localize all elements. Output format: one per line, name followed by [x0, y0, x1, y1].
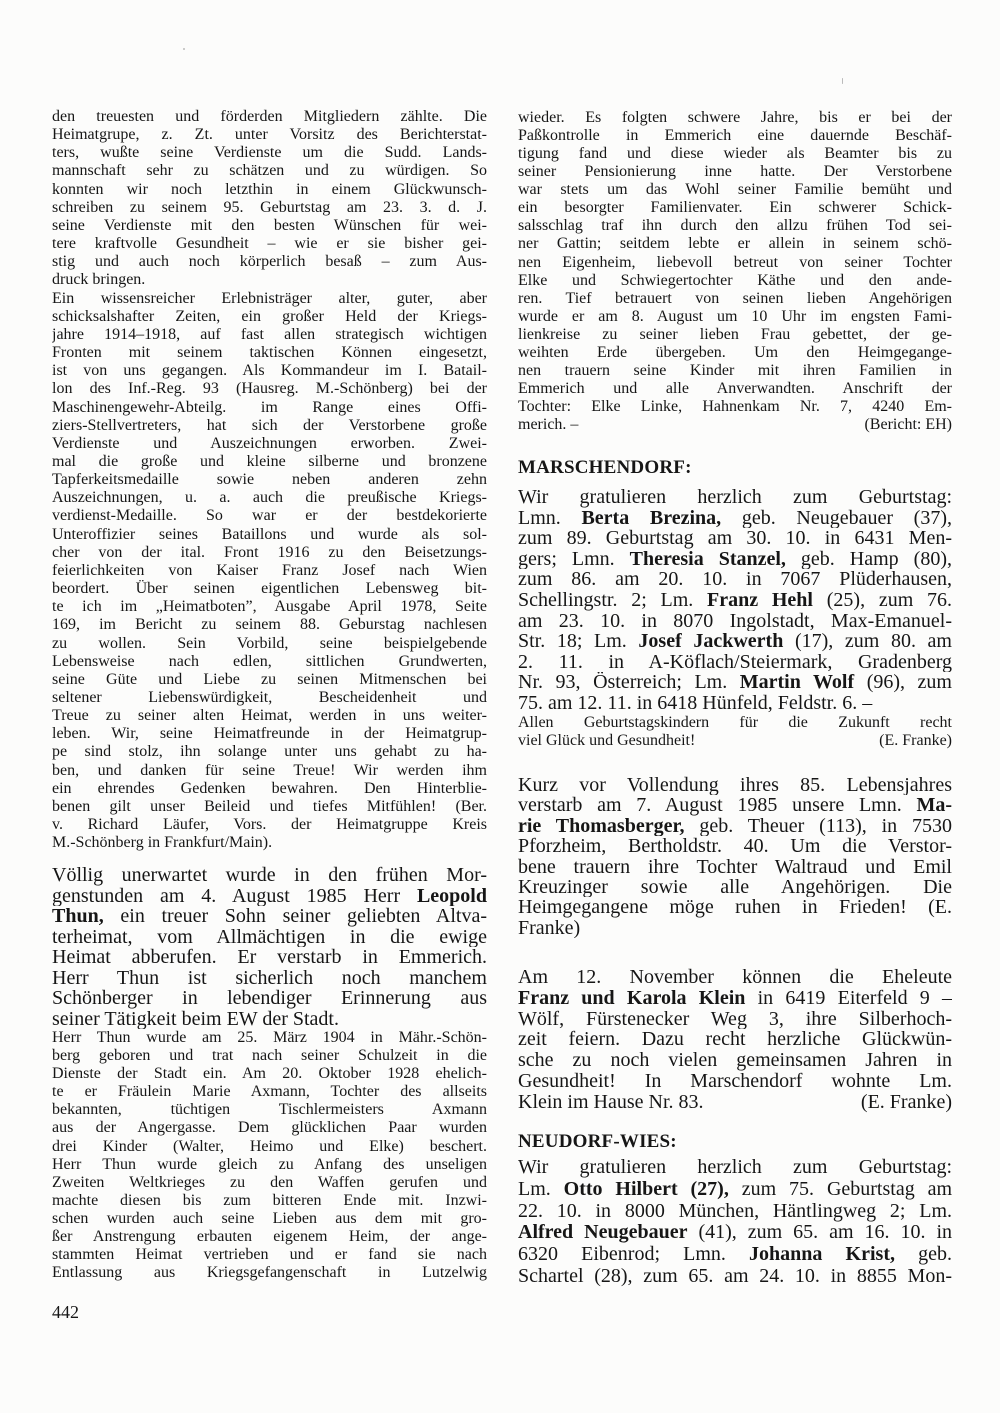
text-line: [518, 508, 952, 529]
text-line: Pforzheim, Bertholdstr. 40. Um die Verstor-: [518, 836, 952, 857]
text-line: Verdienste und Auszeichnungen erworben. Zwei-: [52, 434, 487, 452]
text-line: mal die große und kleine silberne und bronzene: [52, 452, 487, 470]
text-line: salsschlag traf ihn durch den allzu frühen Tod sei-: [518, 217, 952, 235]
text-segment: geb.: [894, 1244, 952, 1266]
bold-name: Johanna Krist,: [749, 1244, 895, 1266]
bold-name: Ma-: [916, 795, 952, 816]
text-line: [518, 416, 952, 434]
text-line: [518, 988, 952, 1009]
text-line: leben. Wir, seine Heimatfreunde in der Heimatgrup-: [52, 725, 487, 743]
text-line: bekannten, tüchtigen Tischlermeisters Axmann: [52, 1101, 487, 1119]
text-line: [52, 886, 487, 907]
text-line: ziers-Stellvertreters, hat sich der Verstorbene große: [52, 416, 487, 434]
text-line: Maschinengewehr-Abteilg. im Range eines Offi-: [52, 398, 487, 416]
text-line: [52, 906, 487, 927]
bold-name: Martin Wolf: [739, 672, 855, 693]
paragraph-text: [52, 290, 487, 853]
text-line: wurde er am 8. August um 10 Uhr im engsten Fami-: [518, 307, 952, 325]
obituary-leopold-thun-intro: [52, 865, 487, 1029]
silver-wedding-klein: [518, 967, 952, 1113]
text-line: Elke und Schwiegertochter Käthe und den ande-: [518, 271, 952, 289]
obituary-continuation: [518, 109, 952, 434]
text-line: Kurz vor Vollendung ihres 85. Lebensjahres: [518, 775, 952, 796]
text-line: ßer Anstrengung erbauten eigenem Heim, der ange-: [52, 1228, 487, 1246]
text-segment: geb. Theuer (113), in 7530: [684, 815, 952, 837]
text-line: pe sind stolz, ihn solange unter uns gehabt zu ha-: [52, 743, 487, 761]
text-segment: geb. Hamp (80),: [785, 548, 952, 570]
text-line: Lebensweise nach edlen, sittlichen Grundwerten,: [52, 652, 487, 670]
bold-name: Otto Hilbert (27),: [563, 1178, 729, 1200]
text-line: [518, 1179, 952, 1201]
text-line: 75. am 12. 11. in 6418 Hünfeld, Feldstr. 6. –: [518, 692, 873, 714]
text-line: ein besorgter Familienvater. Ein schwerer Schick-: [518, 199, 952, 217]
text-line: Paßkontrolle in Emmerich eine dauernde Beschäf-: [518, 127, 952, 145]
text-line: sche zu noch vielen gemeinsamen Jahren in: [518, 1050, 952, 1071]
text-segment: Lmn.: [518, 507, 582, 529]
text-segment: Nr. 93, Österreich; Lm.: [518, 672, 740, 693]
text-line: [518, 1244, 952, 1266]
text-segment: ein treuer Sohn seiner geliebten Altva-: [103, 906, 487, 927]
text-line: schicksalshafter Zeiten, ein großer Held der Kriegs-: [52, 307, 487, 325]
page-number: 442: [52, 1302, 79, 1322]
text-line: 2. 11. in A-Köflach/Steiermark, Gradenberg: [518, 651, 952, 673]
text-line: Fronten mit seinem taktischen Können eingesetzt,: [52, 344, 487, 362]
text-line: druck bringen.: [52, 271, 146, 289]
text-line: machte diesen bis zum bitteren Ende mit. Inzwi-: [52, 1191, 487, 1209]
obituary-marie-thomasberger: [518, 775, 952, 938]
text-line: seine Verdienste mit den besten Wünschen für wei-: [52, 216, 487, 234]
text-line: zum 86. am 20. 10. in 7067 Plüderhausen,: [518, 569, 952, 590]
text-line: zeit feiern. Dazu recht herzliche Glückwün-: [518, 1029, 952, 1051]
text-line: tere kraftvolle Gesundheit – wie er sie bisher gei-: [52, 235, 487, 253]
text-line: [518, 631, 952, 652]
text-segment: Str. 18; Lm.: [518, 631, 639, 652]
author-credit: (Bericht: EH): [864, 416, 952, 434]
text-segment: verstarb am 7. August 1985 unsere Lmn.: [518, 795, 917, 816]
birthday-closing: [518, 714, 952, 749]
text-line: Ein wissensreicher Erlebnisträger alter, guter, aber: [52, 289, 487, 307]
text-line: Emmerich und alle Anverwandten. Anschrift der: [518, 379, 952, 397]
text-line: wieder. Es folgten schwere Jahre, bis er bei der: [518, 109, 952, 126]
text-line: ben, und danken für seine Treue! Wir werden ihm: [52, 761, 487, 779]
text-line: ein ehrendes Gedenken bewahren. Den Hinterblie-: [52, 779, 487, 797]
text-line: [518, 672, 952, 693]
text-segment: genstunden am 4. August 1985 Herr: [52, 885, 417, 906]
text-line: 22. 10. in 8000 München, Häntlingweg 2; Lm.: [518, 1200, 952, 1222]
text-segment: merich. –: [518, 416, 579, 434]
text-line: Herr Thun wurde gleich zu Anfang des unseligen: [52, 1155, 487, 1173]
text-segment: viel Glück und Gesundheit!: [518, 731, 696, 749]
text-segment: zum 75. Geburtstag am: [728, 1178, 952, 1200]
article-paragraph: [52, 108, 487, 852]
bold-name: Theresia Stanzel,: [629, 548, 786, 570]
text-segment: in 6419 Eiterfeld 9 –: [745, 987, 952, 1009]
text-line: schreiben zu seinem 95. Geburtstag am 23. 3. d. J.: [52, 198, 487, 216]
text-segment: gers; Lmn.: [518, 548, 630, 570]
scan-speck: [842, 78, 843, 84]
text-line: terheimat, vom Allmächtigen in die ewige: [52, 926, 487, 947]
text-line: Kreuzinger sowie alle Angehörigen. Die: [518, 877, 952, 898]
text-segment: Lm.: [518, 1178, 564, 1200]
text-line: nen Eigenheim, liebevoll betreut von seiner Tochter: [518, 253, 952, 271]
text-line: zu wollen. Sein Vorbild, seine beispielgebende: [52, 634, 487, 652]
scan-speck: [183, 48, 185, 50]
text-line: [518, 732, 952, 750]
text-line: benen gilt unser Beileid und tiefes Mitfühlen! (Ber.: [52, 797, 487, 815]
author-credit: (E. Franke): [879, 731, 952, 749]
text-line: Wölf, Fürstenecker Weg 3, ihre Silberhoch-: [518, 1008, 952, 1030]
text-segment: Klein im Hause Nr. 83.: [518, 1091, 704, 1113]
bold-name: Leopold: [416, 885, 487, 906]
text-segment: (25), zum 76.: [813, 589, 952, 611]
text-line: [518, 549, 952, 570]
bold-name: Berta Brezina,: [581, 507, 722, 529]
text-line: Heimat abberufen. Er verstarb in Emmerich.: [52, 947, 487, 968]
text-line: zum 89. Geburtstag am 30. 10. in 6431 Men-: [518, 528, 952, 549]
text-line: Gesundheit! In Marschendorf wohnte Lm.: [518, 1070, 952, 1092]
text-line: seiner Pensionierung inne hatte. Der Verstorbene: [518, 163, 952, 181]
text-line: Schönberger in lebendiger Erinnerung aus: [52, 988, 487, 1009]
text-segment: Schellingstr. 2; Lm.: [518, 589, 708, 611]
obituary-leopold-thun-body: [52, 1029, 487, 1282]
section-heading-neudorf-wies: NEUDORF-WIES:: [518, 1131, 677, 1152]
text-segment: geb. Neugebauer (37),: [721, 507, 952, 529]
text-line: [518, 795, 952, 815]
paragraph-text: [52, 108, 487, 290]
text-line: stig und auch noch körperlich besaß – zum Aus-: [52, 253, 487, 271]
text-segment: (41), zum 65. am 16. 10. in: [687, 1222, 952, 1244]
text-line: ters, wußte seine Verdienste um die Sudd. Lands-: [52, 144, 487, 162]
bold-name: Alfred Neugebauer: [518, 1222, 688, 1244]
text-line: mannschaft sehr zu schätzen und zu würdigen. So: [52, 162, 487, 180]
text-line: lon des Inf.-Reg. 93 (Hausreg. M.-Schönberg) bei der: [52, 380, 487, 398]
text-line: [518, 590, 952, 611]
text-line: te er Fräulein Marie Axmann, Tochter des allseits: [52, 1083, 487, 1101]
text-line: Dienste der Stadt ein. Am 20. Oktober 1928 ehelich-: [52, 1065, 487, 1083]
text-line: tigung fand und diese wieder als Beamter bis zu: [518, 145, 952, 163]
text-line: M.-Schönberg in Frankfurt/Main).: [52, 834, 273, 852]
text-line: Heimgegangene möge ruhen in Frieden! (E.: [518, 897, 952, 918]
text-line: Auszeichnungen, u. a. auch die preußische Kriegs-: [52, 489, 487, 507]
text-line: jahre 1914–1918, auf fast allen strategisch wichtigen: [52, 325, 487, 343]
text-line: v. Richard Läufer, Vors. der Heimatgruppe Kreis: [52, 816, 487, 834]
text-line: Herr Thun wurde am 25. März 1904 in Mähr.-Schön-: [52, 1029, 487, 1046]
text-line: am 23. 10. in 8070 Ingolstadt, Max-Emanuel-: [518, 610, 952, 632]
text-line: [518, 816, 952, 836]
text-segment: (17), zum 80. am: [783, 631, 952, 652]
text-line: Tapferkeitsmedaille sowie neben anderen zehn: [52, 471, 487, 489]
birthday-greetings-neudorf: [518, 1157, 952, 1288]
text-line: Schartel (28), zum 65. am 24. 10. in 8855 Mon-: [518, 1265, 952, 1287]
text-line: Unteroffizier seines Bataillons und wurde als sol-: [52, 525, 487, 543]
text-line: feierlichkeiten von Kaiser Franz Josef nach Wien: [52, 561, 487, 579]
text-line: seiner Tätigkeit beim EW der Stadt.: [52, 1008, 339, 1029]
text-segment: (96), zum: [854, 672, 952, 693]
text-line: te ich im „Heimatboten”, Ausgabe April 1978, Seite: [52, 598, 487, 616]
text-line: Tochter: Elke Linke, Hahnenkam Nr. 7, 4240 Em-: [518, 398, 952, 415]
bold-name: Josef Jackwerth: [638, 631, 784, 652]
text-line: Wir gratulieren herzlich zum Geburtstag:: [518, 1157, 952, 1178]
bold-name: Thun,: [52, 906, 104, 927]
text-line: [518, 1092, 952, 1113]
author-credit: (E. Franke): [860, 1091, 952, 1113]
text-line: berg geboren und trat nach seiner Schulzeit in die: [52, 1047, 487, 1065]
text-line: verdienst-Medaille. So war er der bestdekorierte: [52, 507, 487, 525]
text-line: beordert. Über seinen eigentlichen Lebensweg bit-: [52, 580, 487, 598]
text-line: stammten Heimat vertrieben und er fand sie nach: [52, 1246, 487, 1264]
text-line: war stets um das Wohl seiner Familie bemüht und: [518, 181, 952, 199]
text-line: den treuesten und förderden Mitgliedern zählte. Die: [52, 108, 487, 125]
text-line: konnten wir noch letzthin in einem Glückwunsch-: [52, 180, 487, 198]
text-line: nen trauern seine Kinder mit ihren Familien in: [518, 361, 952, 379]
text-line: aus der Angergasse. Dem glücklichen Paar wurden: [52, 1119, 487, 1137]
text-line: schen wurden auch seine Lieben aus dem mit gro-: [52, 1209, 487, 1227]
text-line: drei Kinder (Walter, Heimo und Elke) beschert.: [52, 1137, 487, 1155]
text-line: seltener Liebenswürdigkeit, Bescheidenheit und: [52, 689, 487, 706]
text-line: Zweiten Weltkrieges zu den Waffen gerufen und: [52, 1173, 487, 1191]
bold-name: Franz Hehl: [707, 589, 813, 611]
bold-name: Franz und Karola Klein: [518, 987, 746, 1009]
text-line: ist von uns gegangen. Als Kommandeur im I. Batail-: [52, 362, 487, 380]
text-line: Entlassung aus Kriegsgefangenschaft in Lutzelwig: [52, 1264, 487, 1282]
text-line: Am 12. November können die Eheleute: [518, 967, 952, 988]
text-line: Franke): [518, 917, 581, 939]
section-heading-marschendorf: MARSCHENDORF:: [518, 457, 692, 478]
bold-name: rie Thomasberger,: [518, 815, 685, 837]
text-line: Treue zu seiner alten Heimat, werden in uns weiter-: [52, 707, 487, 725]
text-line: ren. Tief betrauert von seinen lieben Angehörigen: [518, 289, 952, 307]
text-line: lienkreise zu seiner lieben Frau gebettet, der ge-: [518, 325, 952, 343]
text-line: Herr Thun ist sicherlich noch manchem: [52, 967, 487, 988]
text-line: Heimatgrupe, z. Zt. unter Vorsitz des Berichterstat-: [52, 126, 487, 144]
text-line: weihten Erde übergeben. Um den Heimgegange-: [518, 343, 952, 361]
text-segment: 6320 Eibenrod; Lmn.: [518, 1244, 750, 1266]
text-line: [518, 1222, 952, 1244]
text-line: ner Gattin; seitdem lebte er allein in seinem schö-: [518, 235, 952, 253]
text-line: Allen Geburtstagskindern für die Zukunft recht: [518, 714, 952, 731]
text-line: 169, im Bericht zu seinem 88. Geburstag nachlesen: [52, 616, 487, 634]
text-line: bene trauern ihre Tochter Waltraud und Emil: [518, 856, 952, 878]
text-line: seine Güte und Liebe zu seinen Mitmenschen bei: [52, 670, 487, 688]
text-line: Völlig unerwartet wurde in den frühen Mor-: [52, 865, 487, 886]
birthday-greetings-marschendorf: [518, 487, 952, 714]
text-line: Wir gratulieren herzlich zum Geburtstag:: [518, 487, 952, 508]
text-line: cher von der ital. Front 1916 zu den Beisetzungs-: [52, 543, 487, 561]
